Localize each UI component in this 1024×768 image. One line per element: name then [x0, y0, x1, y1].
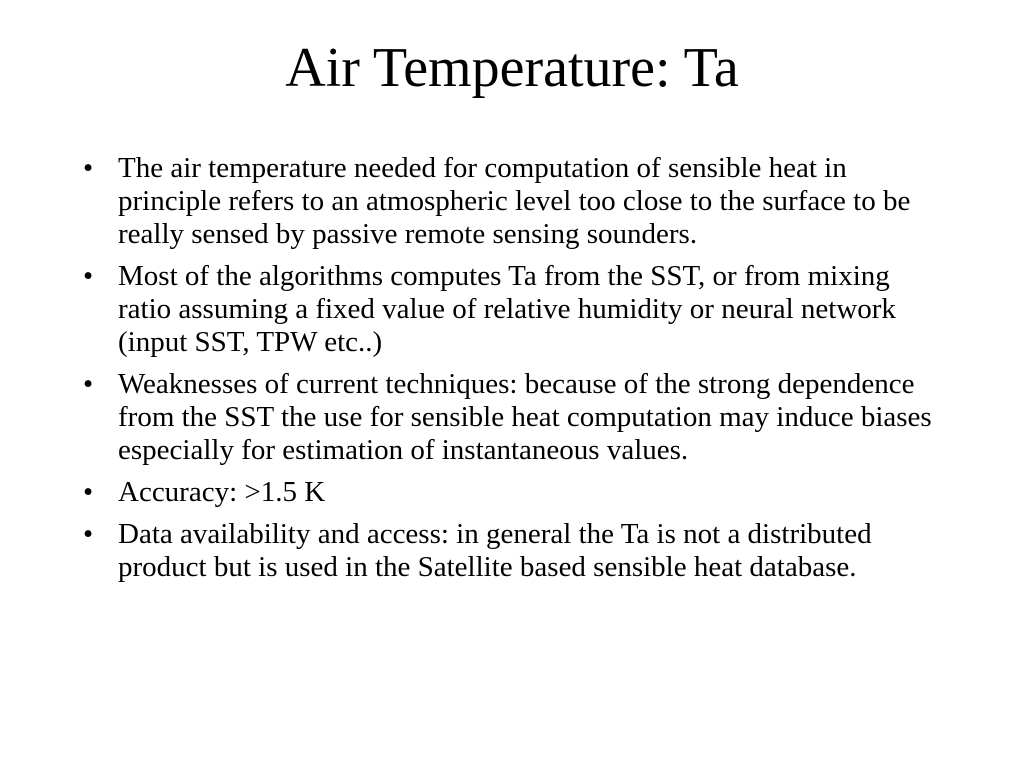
bullet-item — [77, 476, 947, 509]
bullet-text: Data availability and access: in general the Ta is not a distributed product but is used in the Satellite based sensible heat database. — [118, 518, 872, 583]
bullet-item — [77, 260, 947, 359]
bullet-marker: • — [83, 152, 94, 184]
bullet-text: Weaknesses of current techniques: because of the strong dependence from the SST the use for sensible heat computation may induce biases especially for estimation of instantaneous values. — [118, 368, 932, 466]
bullet-item — [77, 518, 947, 584]
bullet-marker: • — [83, 260, 94, 292]
bullet-text: The air temperature needed for computation of sensible heat in principle refers to an atmospheric level too close to the surface to be really sensed by passive remote sensing sounders. — [118, 152, 911, 250]
bullet-marker: • — [83, 476, 94, 508]
bullet-list — [77, 152, 947, 593]
bullet-text: Most of the algorithms computes Ta from the SST, or from mixing ratio assuming a fixed value of relative humidity or neural network (input SST, TPW etc..) — [118, 260, 896, 358]
slide-title: Air Temperature: Ta — [285, 37, 739, 99]
bullet-marker: • — [83, 368, 94, 400]
bullet-item — [77, 368, 947, 467]
bullet-marker: • — [83, 518, 94, 550]
bullet-item — [77, 152, 947, 251]
bullet-text: Accuracy: >1.5 K — [118, 476, 326, 508]
